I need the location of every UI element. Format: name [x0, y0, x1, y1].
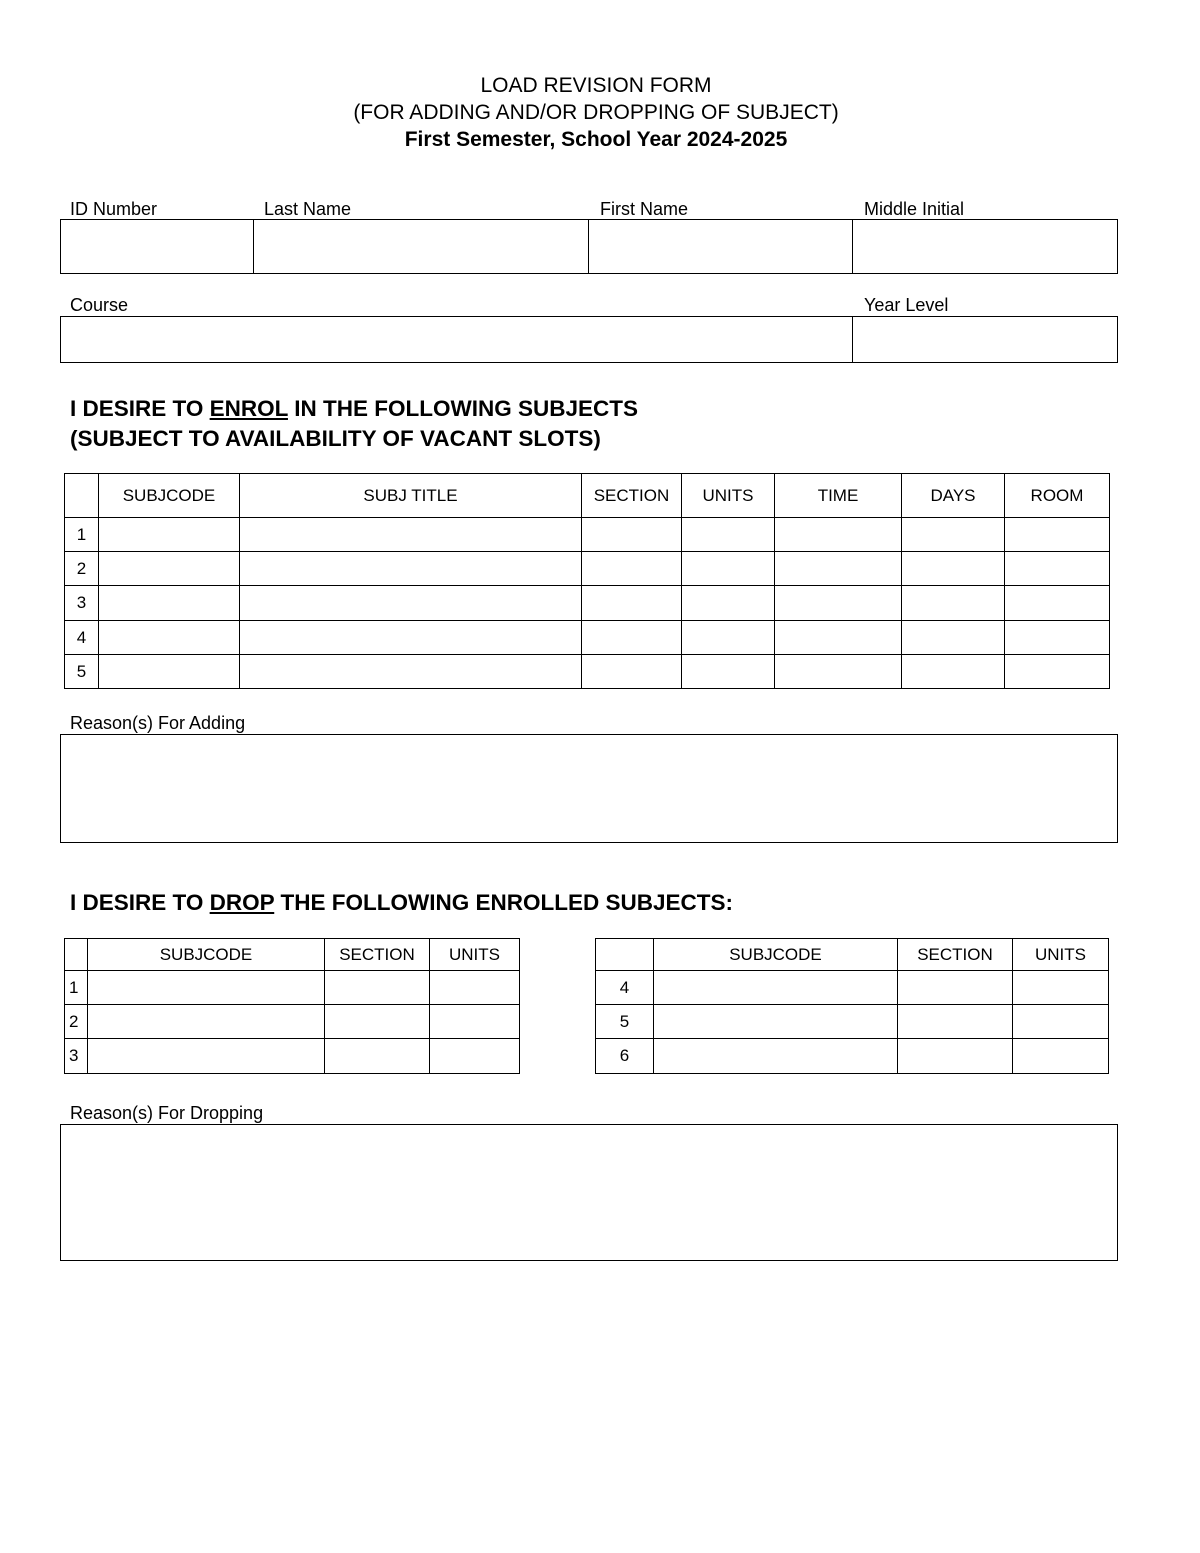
subjcode-cell[interactable]: [99, 621, 240, 655]
row-number: 5: [65, 655, 99, 689]
units-cell[interactable]: [682, 655, 775, 689]
reason-adding-field[interactable]: [60, 734, 1118, 843]
subjcode-cell[interactable]: [654, 1039, 898, 1074]
id-number-label: ID Number: [70, 199, 158, 219]
add-heading-post: IN THE FOLLOWING SUBJECTS: [287, 396, 638, 421]
middle-initial-label: Middle Initial: [864, 199, 965, 219]
subjtitle-cell[interactable]: [240, 518, 582, 552]
subjcode-cell[interactable]: [99, 655, 240, 689]
table-row: [596, 1039, 1109, 1074]
add-col-section: SECTION: [582, 474, 682, 518]
section-cell[interactable]: [325, 971, 430, 1005]
reason-adding-label: Reason(s) For Adding: [70, 713, 246, 733]
subjcode-cell[interactable]: [88, 971, 325, 1005]
time-cell[interactable]: [775, 518, 902, 552]
subjcode-cell[interactable]: [99, 586, 240, 621]
course-field[interactable]: [61, 317, 853, 362]
days-cell[interactable]: [902, 621, 1005, 655]
room-cell[interactable]: [1005, 552, 1110, 586]
add-section-heading: [70, 394, 638, 424]
table-row: [65, 586, 1110, 621]
add-col-subjtitle: SUBJ TITLE: [240, 474, 582, 518]
units-cell[interactable]: [682, 518, 775, 552]
row-number: 2: [65, 552, 99, 586]
year-level-field[interactable]: [853, 317, 1118, 362]
form-title: LOAD REVISION FORM: [480, 74, 712, 97]
id-number-field[interactable]: [61, 220, 254, 273]
middle-initial-field[interactable]: [853, 220, 1118, 273]
subjtitle-cell[interactable]: [240, 552, 582, 586]
table-row: [65, 1039, 520, 1074]
time-cell[interactable]: [775, 586, 902, 621]
section-cell[interactable]: [898, 971, 1013, 1005]
section-cell[interactable]: [582, 518, 682, 552]
room-cell[interactable]: [1005, 621, 1110, 655]
drop-subjects-table-left: [64, 938, 520, 1074]
section-cell[interactable]: [582, 586, 682, 621]
subjtitle-cell[interactable]: [240, 655, 582, 689]
room-cell[interactable]: [1005, 586, 1110, 621]
add-col-subjcode: SUBJCODE: [99, 474, 240, 518]
subjcode-cell[interactable]: [654, 1005, 898, 1039]
section-cell[interactable]: [325, 1039, 430, 1074]
row-number: 1: [65, 518, 99, 552]
time-cell[interactable]: [775, 552, 902, 586]
section-cell[interactable]: [582, 552, 682, 586]
subjcode-cell[interactable]: [99, 552, 240, 586]
section-cell[interactable]: [898, 1039, 1013, 1074]
days-cell[interactable]: [902, 586, 1005, 621]
units-cell[interactable]: [682, 586, 775, 621]
add-col-days: DAYS: [902, 474, 1005, 518]
table-row: [65, 655, 1110, 689]
table-row: [65, 621, 1110, 655]
room-cell[interactable]: [1005, 518, 1110, 552]
row-number: 2: [65, 1005, 88, 1039]
reason-dropping-field[interactable]: [60, 1124, 1118, 1261]
drop-col-units: UNITS: [430, 939, 520, 971]
drop-heading-post: THE FOLLOWING ENROLLED SUBJECTS:: [274, 890, 733, 915]
units-cell[interactable]: [682, 552, 775, 586]
drop-heading-keyword: DROP: [209, 890, 275, 915]
add-section-subheading: (SUBJECT TO AVAILABILITY OF VACANT SLOTS): [70, 426, 601, 451]
form-subtitle: (FOR ADDING AND/OR DROPPING OF SUBJECT): [353, 101, 839, 124]
drop-heading-pre: I DESIRE TO: [70, 890, 210, 915]
drop-subjects-table-right: [595, 938, 1109, 1074]
add-col-room: ROOM: [1005, 474, 1110, 518]
units-cell[interactable]: [430, 1039, 520, 1074]
add-table-header-row: [65, 474, 1110, 518]
course-label: Course: [70, 295, 129, 315]
last-name-label: Last Name: [264, 199, 352, 219]
drop-col-units: UNITS: [1013, 939, 1109, 971]
reason-dropping-label: Reason(s) For Dropping: [70, 1103, 264, 1123]
subjtitle-cell[interactable]: [240, 586, 582, 621]
add-heading-pre: I DESIRE TO: [70, 396, 210, 421]
units-cell[interactable]: [430, 971, 520, 1005]
days-cell[interactable]: [902, 655, 1005, 689]
days-cell[interactable]: [902, 552, 1005, 586]
drop-col-number: [596, 939, 654, 971]
drop-col-section: SECTION: [898, 939, 1013, 971]
name-fields-row: [60, 219, 1118, 274]
units-cell[interactable]: [1013, 1005, 1109, 1039]
section-cell[interactable]: [898, 1005, 1013, 1039]
drop-left-header-row: [65, 939, 520, 971]
time-cell[interactable]: [775, 655, 902, 689]
room-cell[interactable]: [1005, 655, 1110, 689]
row-number: 6: [596, 1039, 654, 1074]
form-header: [0, 72, 1192, 153]
semester-line: First Semester, School Year 2024-2025: [404, 128, 788, 151]
last-name-field[interactable]: [254, 220, 589, 273]
units-cell[interactable]: [682, 621, 775, 655]
year-level-label: Year Level: [864, 295, 949, 315]
add-col-time: TIME: [775, 474, 902, 518]
table-row: [65, 518, 1110, 552]
drop-section-heading: [70, 888, 733, 918]
table-row: [596, 971, 1109, 1005]
subjcode-cell[interactable]: [99, 518, 240, 552]
section-cell[interactable]: [325, 1005, 430, 1039]
drop-col-subjcode: SUBJCODE: [88, 939, 325, 971]
units-cell[interactable]: [430, 1005, 520, 1039]
first-name-field[interactable]: [589, 220, 853, 273]
section-cell[interactable]: [582, 621, 682, 655]
drop-col-number: [65, 939, 88, 971]
first-name-label: First Name: [600, 199, 689, 219]
units-cell[interactable]: [1013, 971, 1109, 1005]
units-cell[interactable]: [1013, 1039, 1109, 1074]
time-cell[interactable]: [775, 621, 902, 655]
subjcode-cell[interactable]: [654, 971, 898, 1005]
add-col-number: [65, 474, 99, 518]
table-row: [65, 552, 1110, 586]
row-number: 4: [65, 621, 99, 655]
table-row: [596, 1005, 1109, 1039]
table-row: [65, 971, 520, 1005]
row-number: 4: [596, 971, 654, 1005]
days-cell[interactable]: [902, 518, 1005, 552]
add-subjects-table: [64, 473, 1110, 689]
add-col-units: UNITS: [682, 474, 775, 518]
subjtitle-cell[interactable]: [240, 621, 582, 655]
subjcode-cell[interactable]: [88, 1005, 325, 1039]
add-heading-keyword: ENROL: [209, 396, 288, 421]
drop-col-section: SECTION: [325, 939, 430, 971]
row-number: 5: [596, 1005, 654, 1039]
course-year-row: [60, 316, 1118, 363]
table-row: [65, 1005, 520, 1039]
row-number: 1: [65, 971, 88, 1005]
drop-right-header-row: [596, 939, 1109, 971]
drop-col-subjcode: SUBJCODE: [654, 939, 898, 971]
subjcode-cell[interactable]: [88, 1039, 325, 1074]
row-number: 3: [65, 1039, 88, 1074]
section-cell[interactable]: [582, 655, 682, 689]
row-number: 3: [65, 586, 99, 621]
